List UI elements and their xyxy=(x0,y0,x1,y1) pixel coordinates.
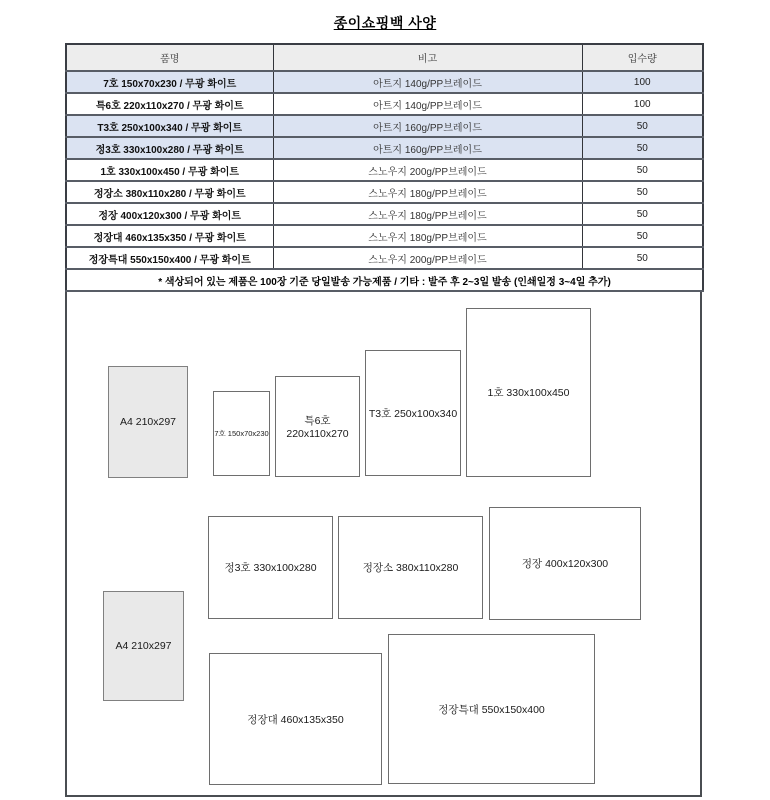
table-row xyxy=(66,225,703,247)
product-name-cell: T3호 250x100x340 / 무광 화이트 xyxy=(66,115,273,137)
bag-box-1ho xyxy=(466,308,591,477)
qty-cell: 50 xyxy=(582,247,703,269)
bag-box-label: A4 210x297 xyxy=(115,640,172,652)
product-name-cell: 1호 330x100x450 / 무광 화이트 xyxy=(66,159,273,181)
bag-box-jeongjangdae xyxy=(209,653,382,785)
table-row xyxy=(66,247,703,269)
remark-cell: 스노우지 200g/PP브레이드 xyxy=(273,247,582,269)
qty-cell: 50 xyxy=(582,137,703,159)
qty-cell: 50 xyxy=(582,203,703,225)
bag-box-label: 정장 400x120x300 xyxy=(521,558,609,570)
table-header-row xyxy=(66,44,703,71)
page-title: 종이쇼핑백 사양 xyxy=(333,15,437,31)
footnote-row xyxy=(66,269,703,291)
qty-cell: 100 xyxy=(582,93,703,115)
bag-box-jeongjangso xyxy=(338,516,483,619)
table-row xyxy=(66,93,703,115)
remark-cell: 아트지 140g/PP브레이드 xyxy=(273,93,582,115)
product-name-cell: 정3호 330x100x280 / 무광 화이트 xyxy=(66,137,273,159)
remark-cell: 스노우지 180g/PP브레이드 xyxy=(273,203,582,225)
product-name-cell: 특6호 220x110x270 / 무광 화이트 xyxy=(66,93,273,115)
bag-box-teuk6ho xyxy=(275,376,360,477)
bag-box-jeong3ho xyxy=(208,516,333,619)
bag-box-label: 정장소 380x110x280 xyxy=(362,562,459,574)
product-name-cell: 정장 400x120x300 / 무광 화이트 xyxy=(66,203,273,225)
qty-cell: 50 xyxy=(582,225,703,247)
bag-box-7ho xyxy=(213,391,270,476)
bag-box-label: A4 210x297 xyxy=(119,416,177,428)
a4-reference-box-2 xyxy=(103,591,184,701)
table-row xyxy=(66,181,703,203)
table-row xyxy=(66,159,703,181)
qty-cell: 50 xyxy=(582,159,703,181)
table-row xyxy=(66,115,703,137)
bag-box-jeongjangteukdae xyxy=(388,634,595,784)
product-name-cell: 7호 150x70x230 / 무광 화이트 xyxy=(66,71,273,93)
qty-cell: 50 xyxy=(582,115,703,137)
bag-box-t3ho xyxy=(365,350,461,476)
remark-cell: 스노우지 180g/PP브레이드 xyxy=(273,181,582,203)
remark-cell: 아트지 140g/PP브레이드 xyxy=(273,71,582,93)
bag-box-label: T3호 250x100x340 xyxy=(368,407,458,420)
header-qty: 입수량 xyxy=(582,44,703,71)
table-row xyxy=(66,203,703,225)
bag-box-label: 1호 330x100x450 xyxy=(487,387,570,399)
qty-cell: 50 xyxy=(582,181,703,203)
remark-cell: 스노우지 180g/PP브레이드 xyxy=(273,225,582,247)
bag-box-label: 정장특대 550x150x400 xyxy=(438,703,545,716)
qty-cell: 100 xyxy=(582,71,703,93)
bag-box-jeongjang xyxy=(489,507,641,620)
product-name-cell: 정장소 380x110x280 / 무광 화이트 xyxy=(66,181,273,203)
remark-cell: 스노우지 200g/PP브레이드 xyxy=(273,159,582,181)
remark-cell: 아트지 160g/PP브레이드 xyxy=(273,115,582,137)
bag-box-label: 정장대 460x135x350 xyxy=(247,713,344,726)
product-name-cell: 정장대 460x135x350 / 무광 화이트 xyxy=(66,225,273,247)
header-remark: 비고 xyxy=(273,44,582,71)
spec-table xyxy=(65,43,704,292)
bag-box-label: 특6호 220x110x270 xyxy=(286,415,349,440)
bag-box-label: 7호 150x70x230 xyxy=(214,429,269,438)
header-product-name: 품명 xyxy=(66,44,273,71)
table-row xyxy=(66,71,703,93)
footnote-text: * 색상되어 있는 제품은 100장 기준 당일발송 가능제품 / 기타 : 발주 후 2~3일 발송 (인쇄일정 3~4일 추가) xyxy=(66,269,703,291)
table-row xyxy=(66,137,703,159)
a4-reference-box-1 xyxy=(108,366,188,478)
bag-box-label: 정3호 330x100x280 xyxy=(224,562,317,574)
product-name-cell: 정장특대 550x150x400 / 무광 화이트 xyxy=(66,247,273,269)
size-diagram xyxy=(65,292,702,797)
remark-cell: 아트지 160g/PP브레이드 xyxy=(273,137,582,159)
